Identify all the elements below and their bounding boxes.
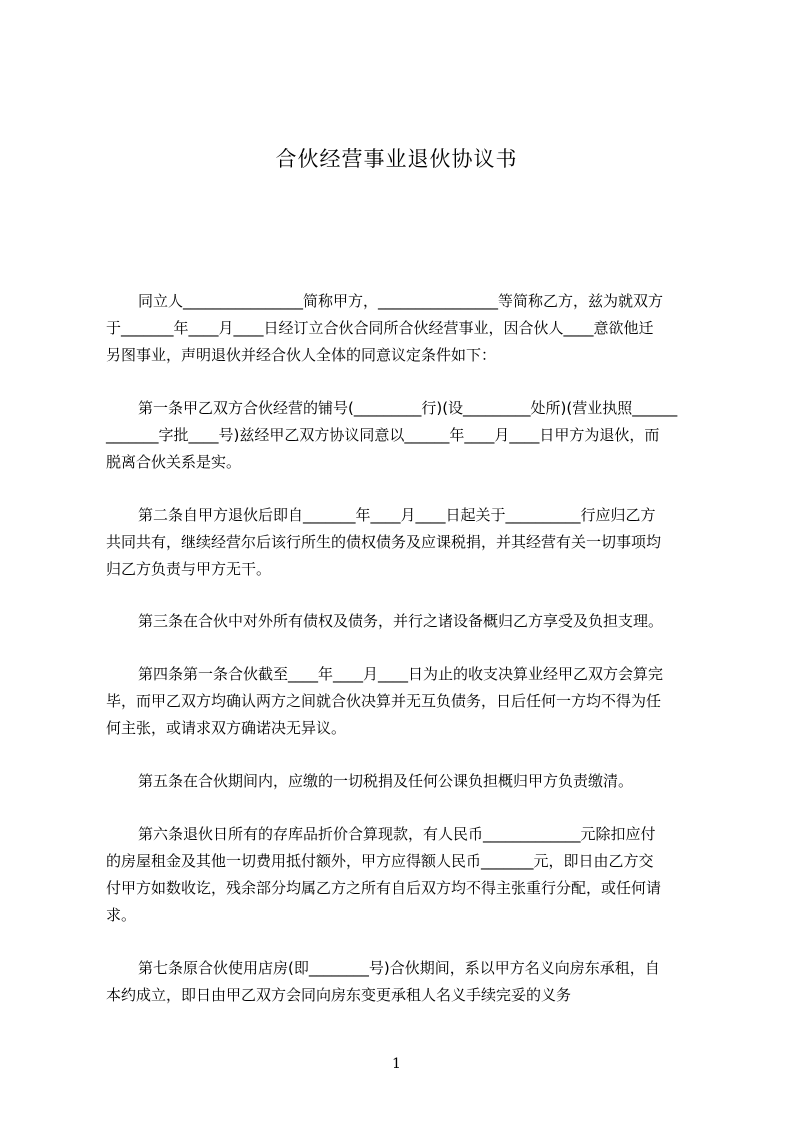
paragraph-line: 的房屋租金及其他一切费用抵付额外，甲方应得额人民币_______元，即日由乙方交 <box>106 852 654 870</box>
page-number: 1 <box>392 1056 401 1072</box>
paragraph-line: 第二条自甲方退伙后即自_______年____月____日起关于__________行应归乙方 <box>138 506 656 524</box>
paragraph-line: 第六条退伙日所有的存库品折价合算现款，有人民币_____________元除扣应付 <box>138 825 656 843</box>
paragraph-line: 第三条在合伙中对外所有债权及债务，并行之诸设备概归乙方享受及负担支理。 <box>138 612 664 630</box>
paragraph-line: 第五条在合伙期间内，应缴的一切税捐及任何公课负担概归甲方负责缴清。 <box>138 772 634 790</box>
paragraph-line: 付甲方如数收讫，残余部分均属乙方之所有自后双方均不得主张重行分配，或任何请 <box>106 879 662 897</box>
paragraph-line: 第四条第一条合伙截至____年____月____日为止的收支决算业经甲乙双方会算完 <box>138 665 664 683</box>
paragraph-line: 第一条甲乙双方合伙经营的铺号(_________行)(设_________处所)(营业执照______ <box>138 399 678 417</box>
paragraph-line: 第七条原合伙使用店房(即________号)合伙期间，系以甲方名义向房东承租，自 <box>138 959 660 977</box>
paragraph-line: 归乙方负责与甲方无干。 <box>106 560 272 578</box>
paragraph-line: 求。 <box>106 906 137 924</box>
paragraph-line: _______字批____号)兹经甲乙双方协议同意以______年____月____日甲方为退伙，而 <box>106 426 660 444</box>
document-title: 合伙经营事业退伙协议书 <box>275 147 518 171</box>
paragraph-line: 另图事业，声明退伙并经合伙人全体的同意议定条件如下： <box>106 346 497 364</box>
paragraph-line: 共同共有，继续经营尔后该行所生的债权债务及应课税捐，并其经营有关一切事项均 <box>106 533 662 551</box>
paragraph-line: 脱离合伙关系是实。 <box>106 453 242 471</box>
paragraph-line: 于_______年____月____日经订立合伙合同所合伙经营事业，因合伙人____意欲他迁 <box>106 319 654 337</box>
paragraph-line: 何主张，或请求双方确诺决无异议。 <box>106 719 347 737</box>
paragraph-line: 同立人________________简称甲方，________________等简称乙方，兹为就双方 <box>138 292 664 310</box>
paragraph-line: 毕，而甲乙双方均确认两方之间就合伙决算并无互负债务，日后任何一方均不得为任 <box>106 692 662 710</box>
paragraph-line: 本约成立，即日由甲乙双方会同向房东变更承租人名义手续完妥的义务 <box>106 986 572 1004</box>
